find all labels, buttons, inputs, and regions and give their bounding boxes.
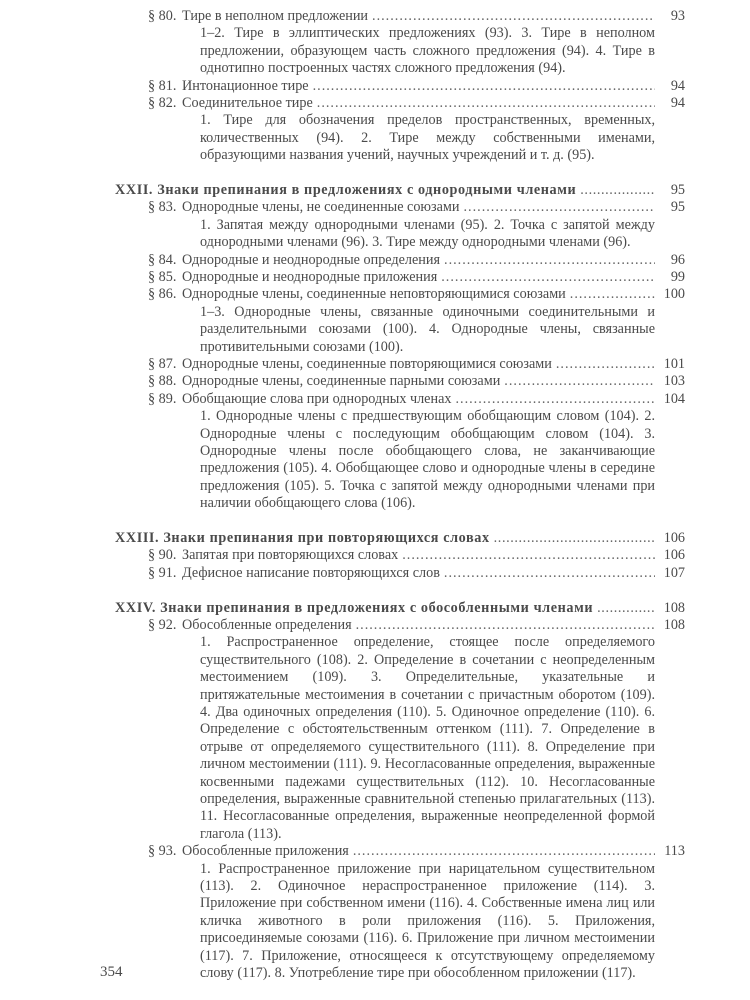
section-title: Запятая при повторяющихся словах bbox=[182, 547, 399, 564]
page-number: 106 bbox=[663, 547, 685, 564]
section-number: § 85. bbox=[148, 268, 177, 285]
section-title: Тире в неполном предложении bbox=[182, 8, 369, 24]
dot-leader bbox=[444, 565, 655, 582]
dot-leader bbox=[556, 356, 655, 373]
footer-page-number: 354 bbox=[100, 964, 123, 980]
section-number: § 90. bbox=[148, 547, 177, 564]
toc-section bbox=[115, 617, 685, 634]
section-title: Обособленные определения bbox=[182, 616, 352, 633]
section-description: 1. Распространенное определение, стоящее после определяемого существительного (108). 2. Определение в сочетании с неопределенным местоимением (109). 3. Определительные, указательные и притяжательные местоимения в сочетании с причастным оборотом (109). 4. Два одиночных определения (110). 5. Одиночное определение (110). 6. Определение с обстоятельственным оттенком (111). 7. Определение в отрыве от определяемого существительного (111). 8. Определение при личном местоимении (111). 9. Несогласованные определения, выраженные косвенными падежами существительных (112). 10. Несогласованные определения, выраженные сравнительной степенью прилагательных (113). 11. Несогласованные определения, выраженные неопределенной формой глагола (113). bbox=[200, 634, 655, 842]
section-number: § 82. bbox=[148, 95, 177, 111]
dot-leader bbox=[444, 252, 655, 269]
dot-leader bbox=[372, 8, 655, 25]
dot-leader bbox=[580, 182, 655, 199]
toc-section bbox=[115, 373, 685, 390]
toc-chapter bbox=[115, 600, 685, 617]
section-title: Однородные и неоднородные приложения bbox=[182, 268, 438, 285]
section-title: Однородные члены, соединенные парными союзами bbox=[182, 373, 501, 390]
section-description: 1. Тире для обозначения пределов пространственных, временных, количественных (94). 2. Тире между собственными именами, образующими названия учений, научных учреждений и т. д. (95). bbox=[200, 112, 655, 164]
dot-leader bbox=[353, 843, 655, 860]
page-number: 95 bbox=[670, 199, 685, 216]
section-description: 1. Запятая между однородными членами (95). 2. Точка с запятой между однородными членами (96). 3. Тире между однородными членами (96). bbox=[200, 216, 655, 251]
spacer bbox=[115, 582, 685, 599]
section-number: § 93. bbox=[148, 843, 177, 860]
section-title: Обособленные приложения bbox=[182, 843, 349, 860]
toc-section bbox=[115, 843, 685, 860]
dot-leader bbox=[570, 286, 655, 303]
section-title: Интонационное тире bbox=[182, 77, 309, 94]
section-title: Дефисное написание повторяющихся слов bbox=[182, 564, 440, 581]
section-title: Однородные члены, соединенные повторяющимися союзами bbox=[182, 355, 552, 372]
section-description: 1. Однородные члены с предшествующим обобщающим словом (104). 2. Однородные члены с последующим обобщающим словом (104). 3. Однородные члены после обобщающего слова, не заканчивающие предложения (105). 4. Обобщающее слово и однородные члены в середине предложения (105). 5. Точка с запятой между однородными членами при наличии обобщающего слова (106). bbox=[200, 408, 655, 512]
page-number: 93 bbox=[670, 8, 685, 24]
section-title: Соединительное тире bbox=[182, 95, 313, 111]
section-number: § 89. bbox=[148, 390, 177, 407]
section-description: 1–3. Однородные члены, связанные одиночными соединительными и разделительными союзами (100). 4. Однородные члены, связанные противительными союзами (100). bbox=[200, 303, 655, 355]
section-title: Однородные члены, не соединенные союзами bbox=[182, 199, 460, 216]
toc-section bbox=[115, 252, 685, 269]
dot-leader bbox=[356, 617, 655, 634]
page-number: 108 bbox=[663, 616, 685, 633]
section-title: Обобщающие слова при однородных членах bbox=[182, 390, 452, 407]
page-number: 96 bbox=[670, 251, 685, 268]
toc-section bbox=[115, 199, 685, 216]
section-title: Однородные и неоднородные определения bbox=[182, 251, 441, 268]
section-number: § 87. bbox=[148, 355, 177, 372]
page-number: 107 bbox=[663, 564, 685, 581]
section-number: § 86. bbox=[148, 286, 177, 303]
dot-leader bbox=[494, 530, 655, 547]
toc-section bbox=[115, 95, 685, 112]
spacer bbox=[115, 513, 685, 530]
dot-leader bbox=[441, 269, 655, 286]
section-number: § 83. bbox=[148, 199, 177, 216]
dot-leader bbox=[313, 78, 655, 95]
dot-leader bbox=[504, 373, 655, 390]
page-number: 104 bbox=[663, 390, 685, 407]
page-number: 113 bbox=[664, 843, 685, 860]
section-number: § 91. bbox=[148, 564, 177, 581]
toc-section bbox=[115, 391, 685, 408]
page-number: 106 bbox=[663, 529, 685, 546]
dot-leader bbox=[317, 95, 655, 112]
chapter-title: XXIII. Знаки препинания при повторяющихся словах bbox=[115, 529, 490, 546]
page-number: 101 bbox=[663, 355, 685, 372]
dot-leader bbox=[464, 199, 656, 216]
chapter-title: XXIV. Знаки препинания в предложениях с обособленными членами bbox=[115, 599, 594, 616]
section-number: § 81. bbox=[148, 77, 177, 94]
section-number: § 80. bbox=[148, 8, 177, 24]
section-number: § 84. bbox=[148, 251, 177, 268]
toc-section bbox=[115, 286, 685, 303]
toc-section bbox=[115, 78, 685, 95]
dot-leader bbox=[455, 391, 655, 408]
page-number: 100 bbox=[663, 286, 685, 303]
table-of-contents bbox=[115, 8, 685, 982]
page-number: 103 bbox=[663, 373, 685, 390]
toc-chapter bbox=[115, 182, 685, 199]
section-number: § 88. bbox=[148, 373, 177, 390]
section-number: § 92. bbox=[148, 616, 177, 633]
spacer bbox=[115, 165, 685, 182]
section-title: Однородные члены, соединенные неповторяющимися союзами bbox=[182, 286, 566, 303]
page-number: 94 bbox=[670, 95, 685, 111]
toc-section bbox=[115, 8, 685, 25]
section-description: 1. Распространенное приложение при нарицательном существительном (113). 2. Одиночное нераспространенное приложение (114). 3. Приложение при собственном имени (116). 4. Собственные имена лиц или кличка животного в роли приложения (116). 5. Приложения, присоединяемые союзами (116). 6. Приложение при личном местоимении (117). 7. Приложение, относящееся к отсутствующему определяемому слову (117). 8. Употребление тире при обособленном приложении (117). bbox=[200, 860, 655, 982]
section-description: 1–2. Тире в эллиптических предложениях (93). 3. Тире в неполном предложении, образующем часть сложного предложения (94). 4. Тире в однотипно построенных частях сложного предложения (94). bbox=[200, 25, 655, 77]
toc-section bbox=[115, 547, 685, 564]
toc-chapter bbox=[115, 530, 685, 547]
page-number: 108 bbox=[663, 599, 685, 616]
dot-leader bbox=[597, 600, 655, 617]
toc-section bbox=[115, 356, 685, 373]
dot-leader bbox=[402, 547, 655, 564]
page-number: 94 bbox=[670, 77, 685, 94]
chapter-title: XXII. Знаки препинания в предложениях с однородными членами bbox=[115, 182, 577, 198]
toc-section bbox=[115, 565, 685, 582]
page-number: 99 bbox=[670, 268, 685, 285]
page-number: 95 bbox=[670, 182, 685, 198]
toc-section bbox=[115, 269, 685, 286]
